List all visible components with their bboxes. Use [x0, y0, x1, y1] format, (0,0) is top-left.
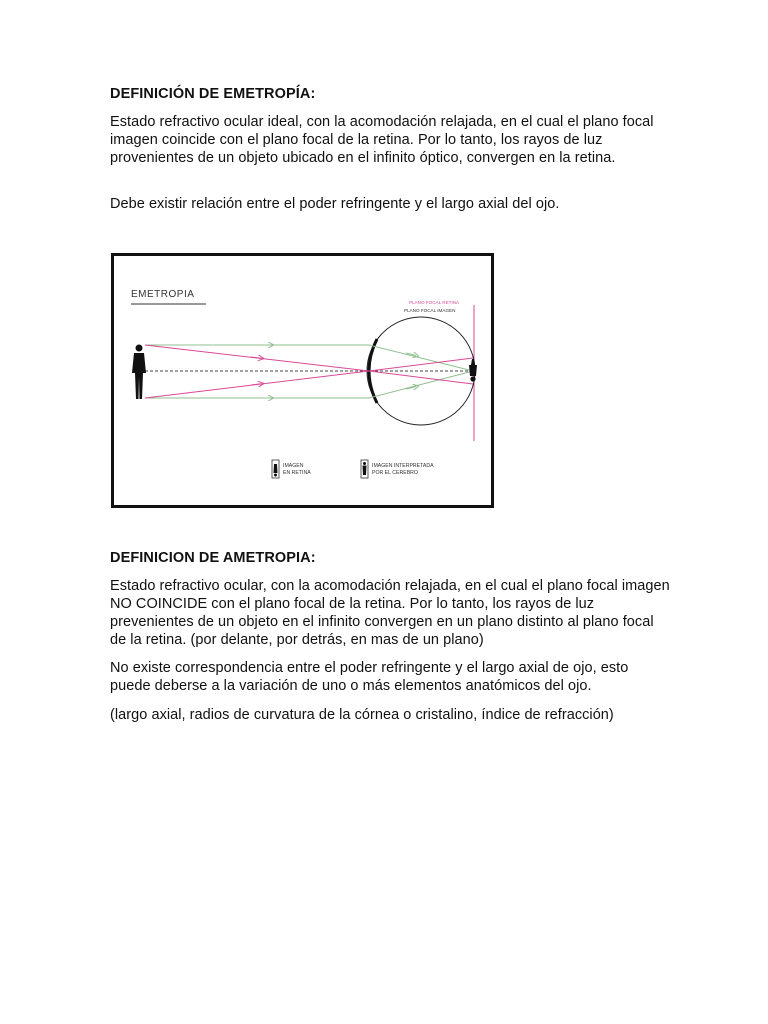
emetropia-heading: DEFINICIÓN DE EMETROPÍA: [110, 86, 316, 102]
legend-person-upright-icon [363, 462, 367, 475]
emetropia-definition: Estado refractivo ocular ideal, con la acomodación relajada, en el cual el plano focal imagen coincide con el plano focal de la retina. Por lo tanto, los rayos de luz provenientes de un objeto ubicado en el infinito óptico, convergen en la retina. [110, 114, 654, 166]
label-plano-focal-imagen: PLANO FOCAL IMAGEN [404, 308, 456, 313]
ametropia-definition: Estado refractivo ocular, con la acomodación relajada, en el cual el plano focal imagen NO COINCIDE con el plano focal de la retina. Por lo tanto, los rayos de luz prevenientes de un objeto en el infinito convergen en un plano distinto al plano focal de la retina. (por delante, por detrás, en mas de un plano) [110, 578, 670, 648]
legend-cerebro-line1: IMAGEN INTERPRETADA [372, 463, 434, 469]
legend-cerebro-line2: POR EL CEREBRO [372, 470, 418, 476]
ametropia-elements: (largo axial, radios de curvatura de la córnea o cristalino, índice de refracción) [110, 707, 614, 723]
legend-person-inverted-icon [274, 464, 278, 477]
figure-title: EMETROPIA [131, 289, 195, 300]
legend-retina-line2: EN RETINA [283, 470, 311, 476]
emetropia-relation: Debe existir relación entre el poder refringente y el largo axial del ojo. [110, 196, 560, 212]
ametropia-heading: DEFINICION DE AMETROPIA: [110, 550, 316, 566]
legend-retina-line1: IMAGEN [283, 463, 304, 469]
emetropia-diagram [111, 253, 494, 508]
ametropia-correspondence: No existe correspondencia entre el poder refringente y el largo axial de ojo, esto puede deberse a la variación de uno o más elementos anatómicos del ojo. [110, 660, 629, 694]
label-plano-focal-retina: PLANO FOCAL RETINA [409, 300, 460, 305]
